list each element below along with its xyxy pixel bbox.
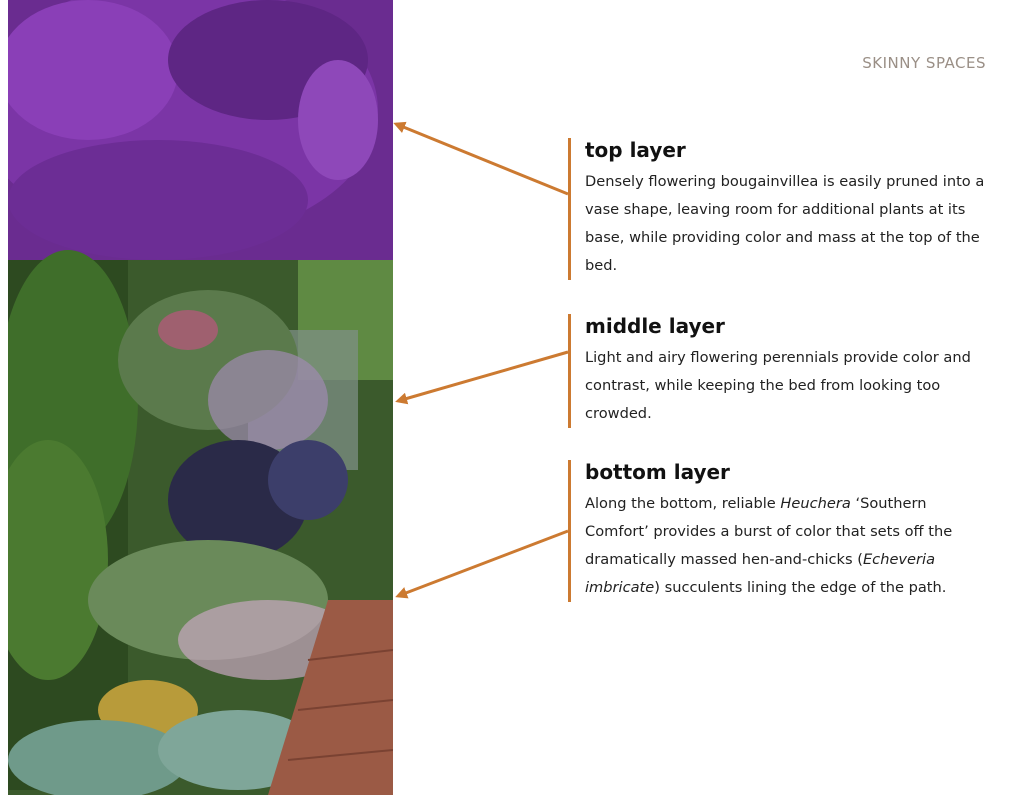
callout-top-layer [568, 138, 985, 280]
middle-layer-arrow [398, 352, 568, 401]
callout-body: Light and airy flowering perennials provide color and contrast, while keeping the bed from looking too crowded. [585, 349, 971, 422]
bottom-layer-arrow [398, 531, 568, 596]
callout-title: bottom layer [585, 460, 730, 484]
callout-middle-layer [568, 314, 985, 428]
top-layer-arrow [396, 124, 568, 194]
section-label: SKINNY SPACES [862, 54, 986, 72]
callout-body: Densely flowering bougainvillea is easily pruned into a vase shape, leaving room for additional plants at its base, while providing color and mass at the top of the bed. [585, 173, 985, 274]
callout-body: Along the bottom, reliable Heuchera ‘Southern Comfort’ provides a burst of color that sets off the dramatically massed hen-and-chicks (Echeveria imbricate) succulents lining the edge of the path. [585, 495, 953, 596]
callout-bottom-layer [568, 460, 985, 602]
garden-photo [8, 0, 393, 795]
callout-title: top layer [585, 138, 686, 162]
callout-title: middle layer [585, 314, 725, 338]
